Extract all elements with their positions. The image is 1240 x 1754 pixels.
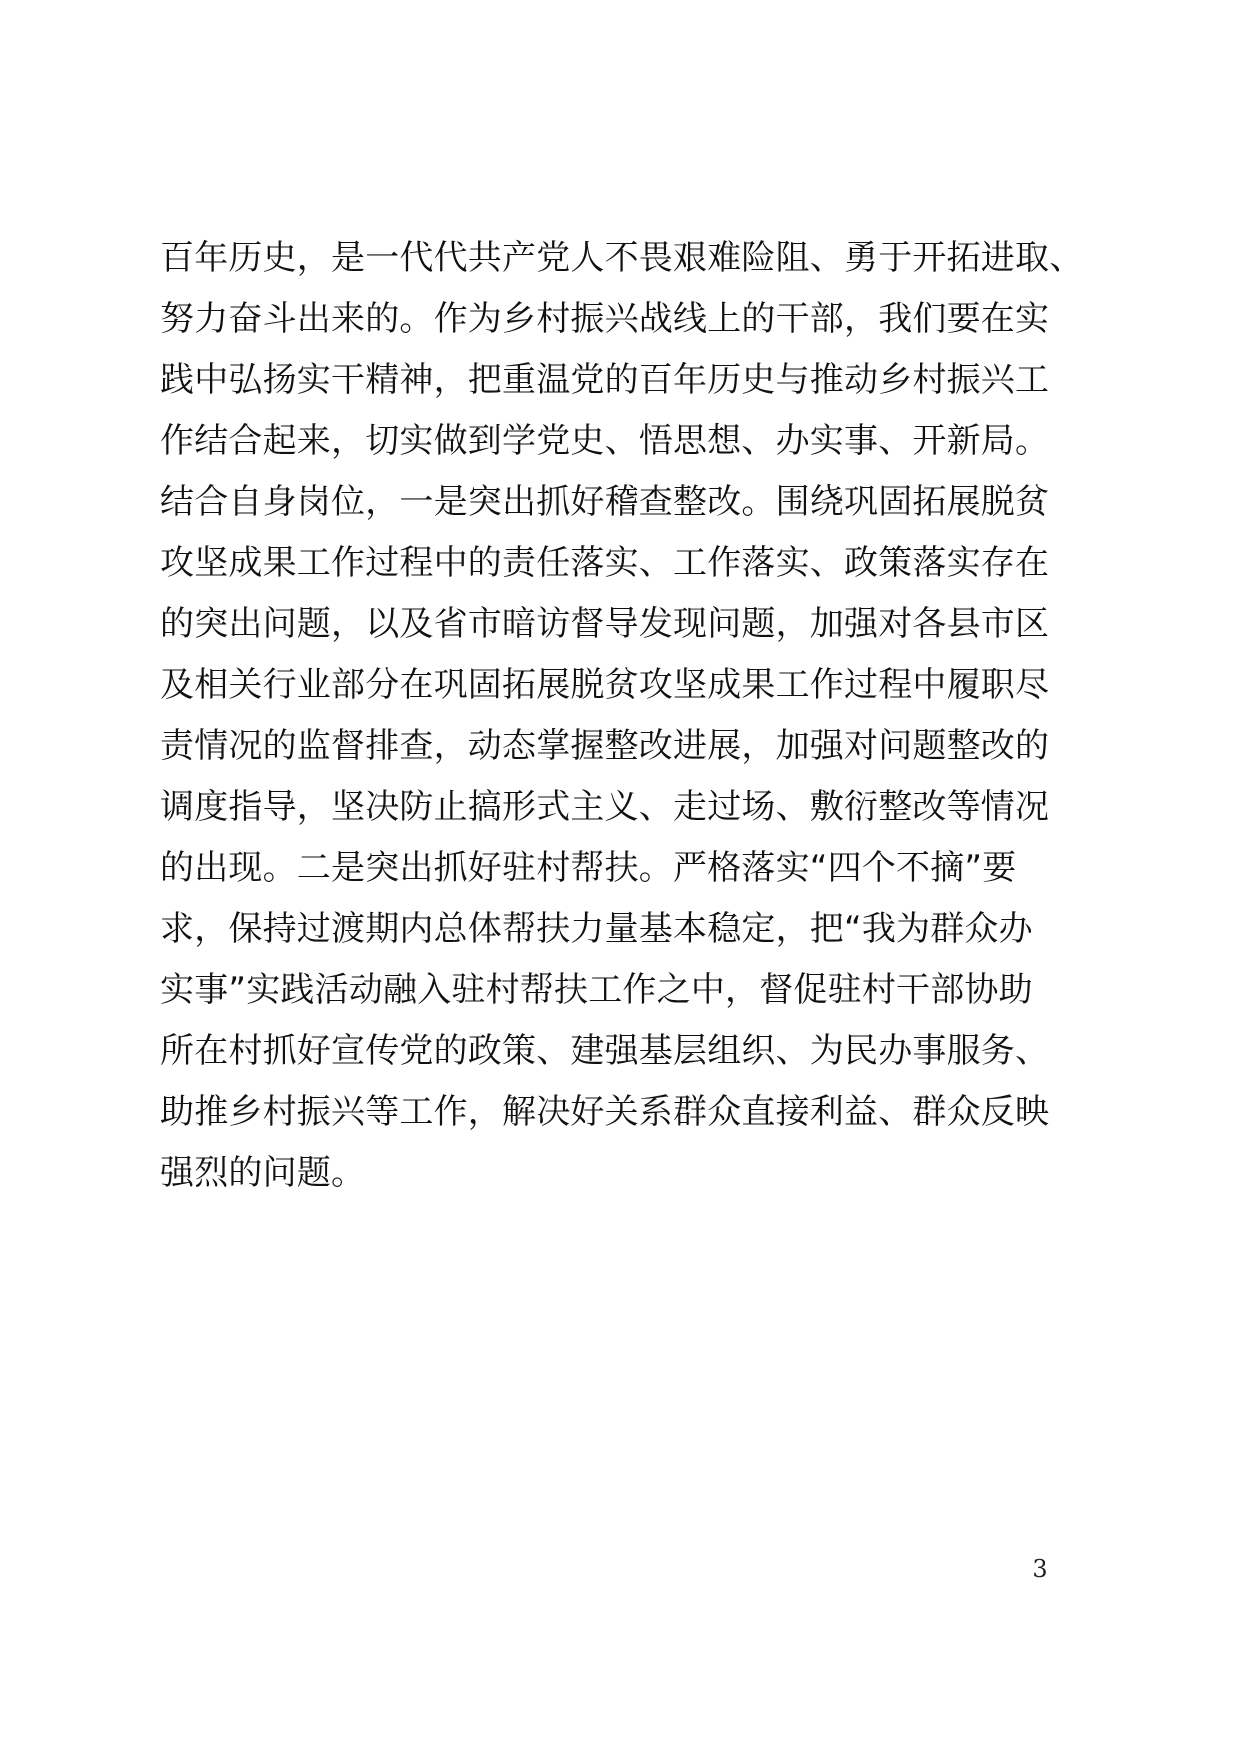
text-line: 强烈的问题。	[160, 1153, 366, 1193]
text-line: 践中弘扬实干精神，把重温党的百年历史与推动乡村振兴工	[160, 360, 1050, 400]
text-line: 的出现。二是突出抓好驻村帮扶。严格落实“四个不摘”要	[160, 848, 1017, 888]
page-number: 3	[1032, 1555, 1048, 1583]
text-line: 调度指导，坚决防止搞形式主义、走过场、敷衍整改等情况	[160, 787, 1050, 827]
text-line: 责情况的监督排查，动态掌握整改进展，加强对问题整改的	[160, 726, 1050, 766]
text-line: 努力奋斗出来的。作为乡村振兴战线上的干部，我们要在实	[160, 299, 1050, 339]
text-line: 助推乡村振兴等工作，解决好关系群众直接利益、群众反映	[160, 1092, 1050, 1132]
text-line: 百年历史，是一代代共产党人不畏艰难险阻、勇于开拓进取、	[160, 238, 1084, 278]
text-line: 作结合起来，切实做到学党史、悟思想、办实事、开新局。	[160, 421, 1050, 461]
text-line: 的突出问题，以及省市暗访督导发现问题，加强对各县市区	[160, 604, 1050, 644]
text-line: 结合自身岗位，一是突出抓好稽查整改。围绕巩固拓展脱贫	[160, 482, 1050, 522]
body-paragraph	[160, 228, 1100, 1204]
text-line: 实事”实践活动融入驻村帮扶工作之中，督促驻村干部协助	[160, 970, 1033, 1010]
text-line: 求，保持过渡期内总体帮扶力量基本稳定，把“我为群众办	[160, 909, 1033, 949]
text-line: 攻坚成果工作过程中的责任落实、工作落实、政策落实存在	[160, 543, 1050, 583]
text-line: 所在村抓好宣传党的政策、建强基层组织、为民办事服务、	[160, 1031, 1050, 1071]
text-line: 及相关行业部分在巩固拓展脱贫攻坚成果工作过程中履职尽	[160, 665, 1050, 705]
